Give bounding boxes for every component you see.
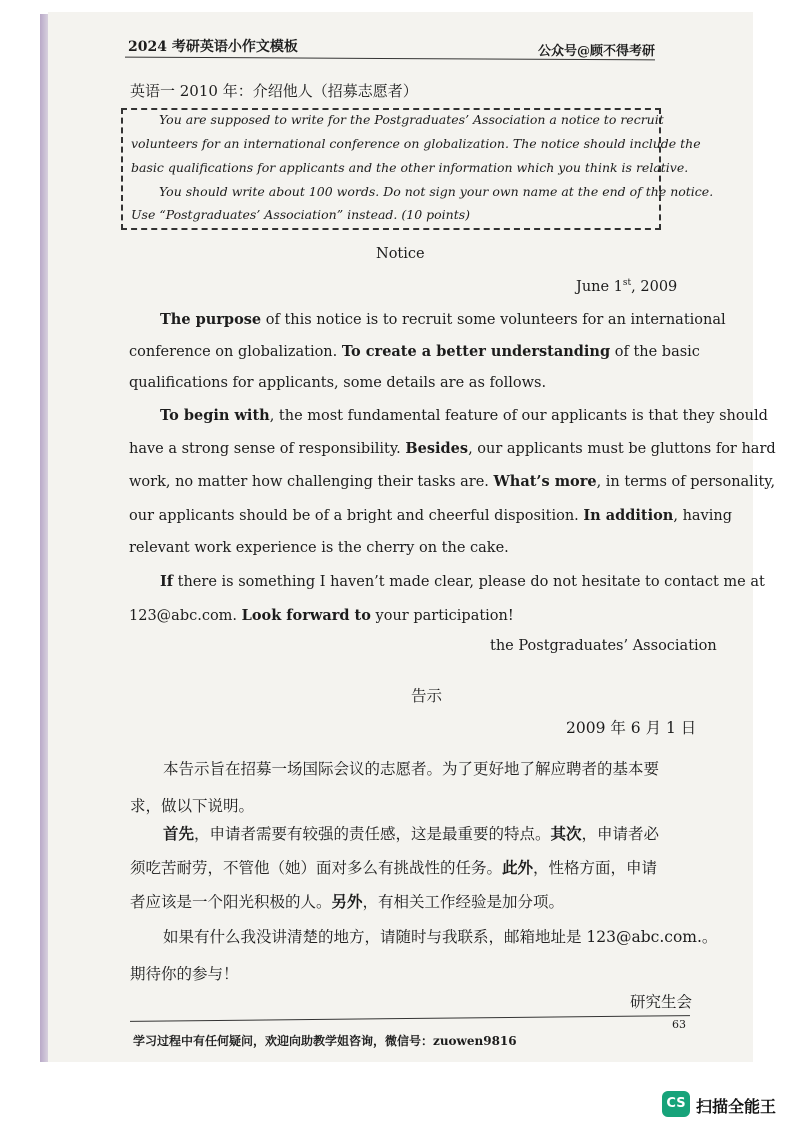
notice-p2-line: relevant work experience is the cherry on the cake.: [129, 540, 509, 556]
notice-p2-line: our applicants should be of a bright and cheerful disposition. In addition, having: [129, 507, 733, 524]
footer-text: 学习过程中有任何疑问，欢迎向助教学姐咨询，微信号：zuowen9816: [133, 1034, 517, 1048]
prompt-line: volunteers for an international conference on globalization. The notice should include the: [131, 136, 701, 151]
camscanner-logo-icon: CS: [662, 1091, 690, 1117]
header-account: 公众号@顾不得考研: [538, 44, 656, 59]
notice-p1-line: conference on globalization. To create a better understanding of the basic: [129, 343, 700, 360]
notice-p2-line: have a strong sense of responsibility. Besides, our applicants must be gluttons for hard: [129, 440, 776, 457]
notice-p3-line: If there is something I haven’t made clear, please do not hesitate to contact me at: [160, 573, 765, 590]
chinese-signature: 研究生会: [630, 993, 693, 1011]
page-number: 63: [672, 1018, 686, 1031]
prompt-line: basic qualifications for applicants and the other information which you think is relative.: [131, 160, 689, 175]
camscanner-watermark: 扫描全能王: [696, 1097, 777, 1116]
exam-title: 英语一 2010 年：介绍他人（招募志愿者）: [130, 82, 418, 100]
notice-p3-line: 123@abc.com. Look forward to your participation!: [129, 607, 514, 624]
notice-p2-line: work, no matter how challenging their tasks are. What’s more, in terms of personality,: [129, 473, 776, 490]
chinese-p2-line: 首先，申请者需要有较强的责任感，这是最重要的特点。其次，申请者必: [163, 824, 660, 843]
prompt-line: Use “Postgraduates’ Association” instead. (10 points): [131, 207, 471, 222]
prompt-line: You are supposed to write for the Postgraduates’ Association a notice to recruit: [159, 112, 664, 127]
chinese-p2-line: 者应该是一个阳光积极的人。另外，有相关工作经验是加分项。: [130, 892, 565, 911]
chinese-p1-line: 求，做以下说明。: [130, 797, 255, 815]
chinese-date: 2009 年 6 月 1 日: [566, 719, 697, 737]
notice-p1-line: qualifications for applicants, some details are as follows.: [129, 375, 547, 391]
prompt-box: [121, 108, 714, 230]
chinese-p1-line: 本告示旨在招募一场国际会议的志愿者。为了更好地了解应聘者的基本要: [163, 760, 660, 778]
chinese-p2-line: 须吃苦耐劳，不管他（她）面对多么有挑战性的任务。此外，性格方面，申请: [130, 858, 658, 877]
notice-signature: the Postgraduates’ Association: [490, 638, 717, 654]
prompt-line: You should write about 100 words. Do not sign your own name at the end of the notice.: [159, 184, 714, 199]
chinese-p3-line: 期待你的参与！: [130, 965, 239, 983]
notice-p1-line: The purpose of this notice is to recruit some volunteers for an international: [160, 311, 726, 328]
notice-title: Notice: [376, 246, 425, 262]
chinese-title: 告示: [411, 687, 443, 705]
notice-date: June 1st, 2009: [576, 278, 678, 295]
notice-p2-line: To begin with, the most fundamental feature of our applicants is that they should: [160, 407, 768, 424]
header-title: 2024 考研英语小作文模板: [128, 39, 298, 55]
chinese-p3-line: 如果有什么我没讲清楚的地方，请随时与我联系，邮箱地址是 123@abc.com.。: [163, 928, 718, 946]
